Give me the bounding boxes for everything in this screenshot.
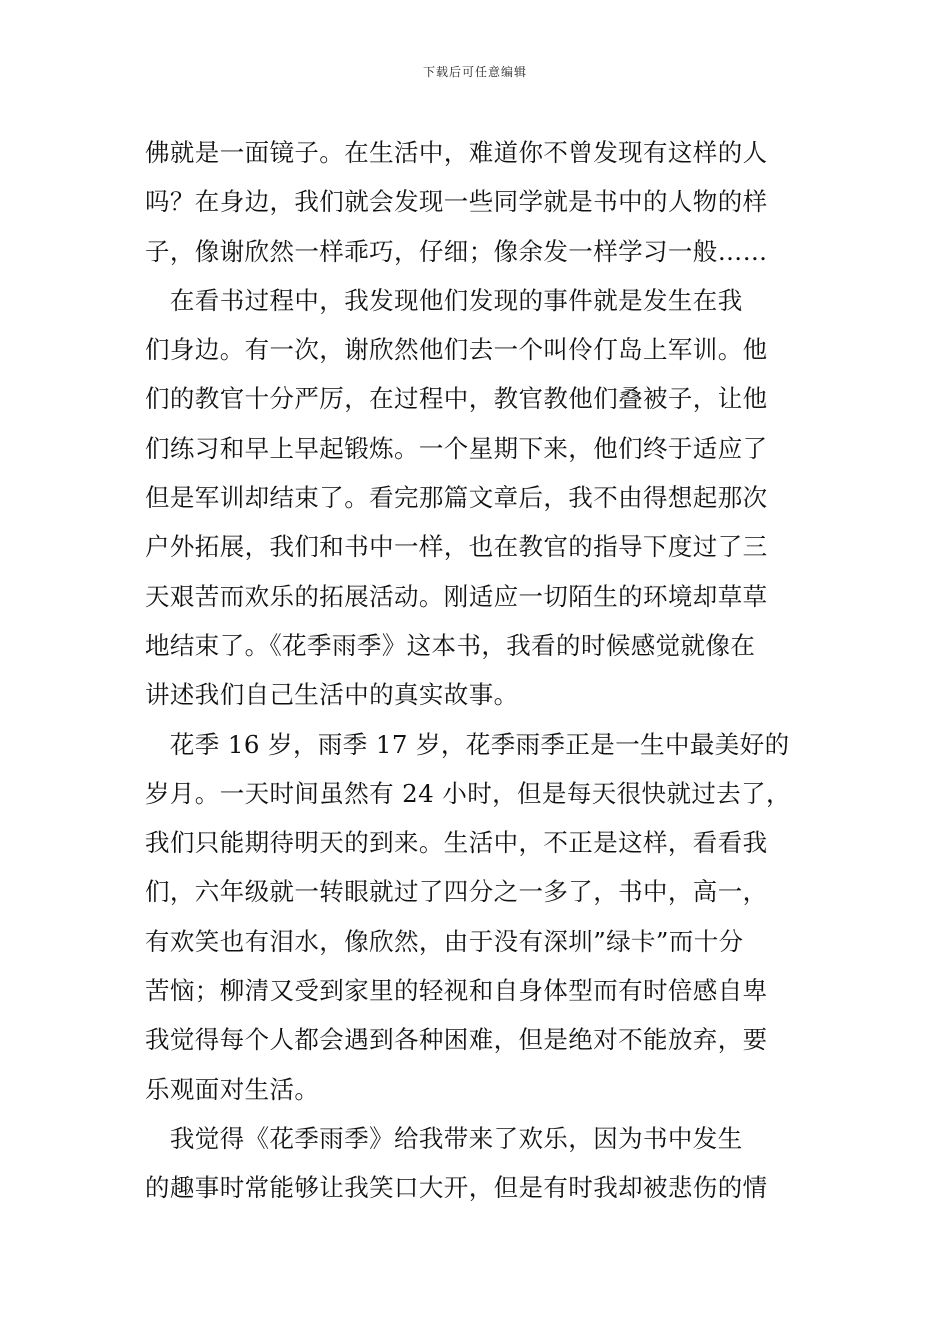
text-line: 吗？在身边，我们就会发现一些同学就是书中的人物的样	[145, 187, 768, 217]
document-body	[145, 128, 810, 1213]
text-line: 在看书过程中，我发现他们发现的事件就是发生在我	[145, 285, 743, 315]
text-line: 我觉得《花季雨季》给我带来了欢乐，因为书中发生	[145, 1123, 743, 1153]
text-line: 苦恼；柳清又受到家里的轻视和自身体型而有时倍感自卑	[145, 976, 768, 1006]
page-header: 下载后可任意编辑	[422, 65, 527, 79]
text-line: 乐观面对生活。	[145, 1074, 320, 1104]
text-line: 们的教官十分严厉，在过程中，教官教他们叠被子，让他	[145, 384, 768, 414]
text-line: 岁月。一天时间虽然有 24 小时，但是每天很快就过去了，	[145, 778, 791, 808]
text-line: 讲述我们自己生活中的真实故事。	[145, 680, 519, 710]
text-line: 但是军训却结束了。看完那篇文章后，我不由得想起那次	[145, 483, 768, 513]
text-line: 们身边。有一次，谢欣然他们去一个叫伶仃岛上军训。他	[145, 335, 768, 365]
text-line: 户外拓展，我们和书中一样，也在教官的指导下度过了三	[145, 532, 768, 562]
text-line: 我觉得每个人都会遇到各种困难，但是绝对不能放弃，要	[145, 1025, 768, 1055]
text-line: 我们只能期待明天的到来。生活中，不正是这样，看看我	[145, 828, 768, 858]
text-line: 天艰苦而欢乐的拓展活动。刚适应一切陌生的环境却草草	[145, 581, 768, 611]
text-line: 佛就是一面镜子。在生活中，难道你不曾发现有这样的人	[145, 138, 768, 167]
text-line: 们，六年级就一转眼就过了四分之一多了，书中，高一，	[145, 877, 768, 907]
text-line: 地结束了。《花季雨季》这本书，我看的时候感觉就像在	[145, 630, 756, 660]
text-line: 们练习和早上早起锻炼。一个星期下来，他们终于适应了	[145, 433, 768, 463]
text-line: 花季 16 岁，雨季 17 岁，花季雨季正是一生中最美好的	[145, 729, 790, 759]
text-line: 有欢笑也有泪水，像欣然，由于没有深圳”绿卡”而十分	[145, 926, 744, 956]
text-line: 子，像谢欣然一样乖巧，仔细；像余发一样学习一般……	[145, 236, 768, 266]
text-line: 的趣事时常能够让我笑口大开，但是有时我却被悲伤的情	[145, 1173, 768, 1203]
